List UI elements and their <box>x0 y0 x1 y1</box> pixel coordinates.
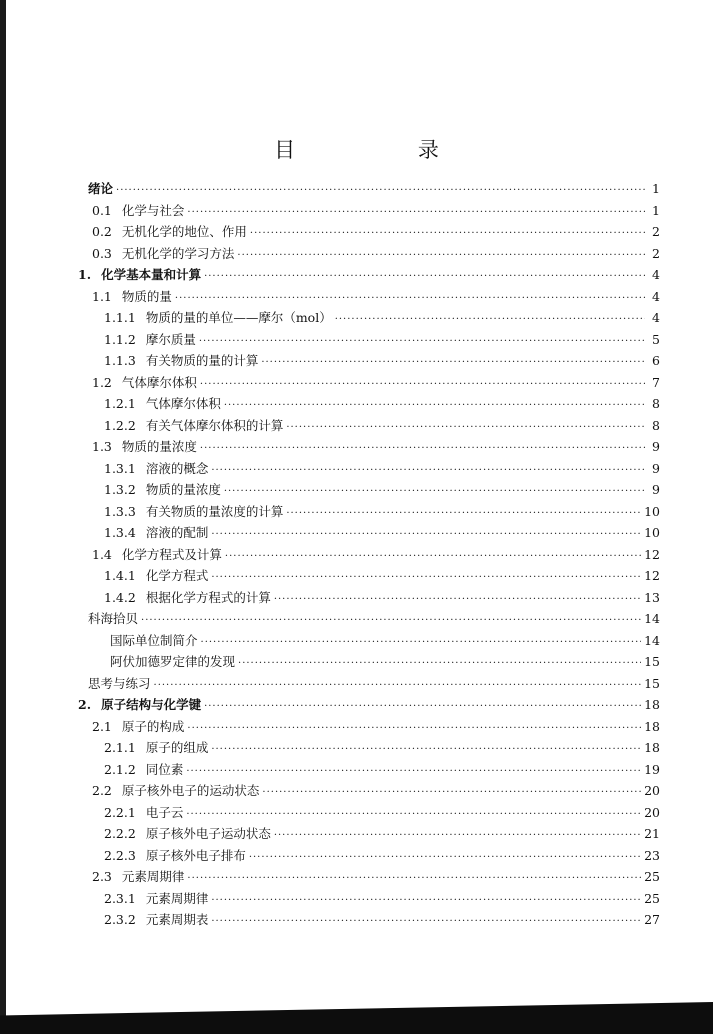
toc-entry-label: 物质的量 <box>121 288 172 304</box>
page-title: 目 录 <box>274 138 497 162</box>
toc-entry-number: 1.3.3 <box>104 503 136 519</box>
scan-bottom-edge <box>0 1002 713 1034</box>
toc-entry <box>78 866 660 888</box>
toc-entry-number: 1.4 <box>92 546 112 562</box>
toc-entry-page: 18 <box>644 718 660 734</box>
toc-entry-label: 同位素 <box>145 761 184 777</box>
toc-entry-page: 15 <box>644 675 660 691</box>
toc-entry-page: 8 <box>652 396 660 411</box>
toc-entry <box>78 802 660 824</box>
toc-entry <box>78 544 660 566</box>
toc-entry-page: 10 <box>644 503 660 519</box>
toc-entry-page: 12 <box>644 546 660 562</box>
toc-entry-page: 9 <box>652 439 660 454</box>
toc-entry-label: 思考与练习 <box>88 675 151 691</box>
toc-entry <box>78 372 660 394</box>
toc-entry-number: 2.2.3 <box>104 847 136 863</box>
toc-entry <box>78 501 660 523</box>
toc-entry <box>78 436 660 458</box>
toc-entry <box>78 286 660 308</box>
toc-entry <box>78 608 660 630</box>
toc-entry-page: 9 <box>652 460 660 476</box>
toc-entry-label: 气体摩尔体积 <box>121 374 197 390</box>
toc-entry-page: 14 <box>644 632 660 648</box>
toc-entry-page: 20 <box>644 804 660 820</box>
toc-entry-number: 1.3 <box>92 439 112 454</box>
toc-entry <box>78 307 660 329</box>
toc-entry-number: 1.3.4 <box>104 525 136 540</box>
toc-entry-label: 原子核外电子运动状态 <box>145 826 271 841</box>
toc-entry-page: 25 <box>644 869 660 884</box>
toc-entry-page: 1 <box>652 181 660 196</box>
toc-entry-label: 物质的量浓度 <box>145 482 221 497</box>
toc-entry-number: 1.1.3 <box>104 353 136 368</box>
toc-entry-page: 7 <box>652 374 660 390</box>
toc-entry-label: 绪论 <box>88 181 114 196</box>
toc-leader-dots <box>211 911 641 933</box>
toc-entry-number: 2.1.2 <box>104 761 136 777</box>
toc-entry-page: 8 <box>652 417 660 433</box>
toc-entry-page: 18 <box>644 697 660 712</box>
toc-entry-number: 1.2 <box>92 374 112 390</box>
toc-entry-page: 5 <box>652 331 660 347</box>
toc-entry-number: 1.1 <box>92 288 112 304</box>
toc-entry-page: 14 <box>644 611 660 626</box>
toc-entry <box>78 587 660 609</box>
toc-entry <box>78 909 660 931</box>
toc-entry-page: 21 <box>644 826 660 841</box>
toc-entry <box>78 823 660 845</box>
toc-entry <box>78 888 660 910</box>
toc-entry-page: 2 <box>652 224 660 239</box>
toc-entry-page: 9 <box>652 482 660 497</box>
toc-entry-page: 20 <box>644 783 660 798</box>
toc-entry-label: 化学方程式及计算 <box>121 546 222 562</box>
toc-entry <box>78 759 660 781</box>
toc-entry-page: 27 <box>644 912 660 927</box>
toc-entry-label: 根据化学方程式的计算 <box>145 589 271 605</box>
toc-entry-label: 阿伏加德罗定律的发现 <box>110 654 236 669</box>
toc-entry <box>78 673 660 695</box>
toc-entry-number: 2.3.1 <box>104 890 136 906</box>
toc-entry-number: 2.2.1 <box>104 804 136 820</box>
toc-entry-number: 1.2.2 <box>104 417 136 433</box>
toc-entry-label: 摩尔质量 <box>145 331 196 347</box>
toc-entry-label: 元素周期律 <box>121 869 185 884</box>
toc-entry <box>78 415 660 437</box>
toc-entry-number: 1.4.2 <box>104 589 136 605</box>
toc-entry-label: 有关气体摩尔体积的计算 <box>145 417 284 433</box>
toc-entry <box>78 350 660 372</box>
toc-entry-number: 2.1.1 <box>104 740 136 755</box>
toc-entry-page: 4 <box>652 288 660 304</box>
toc-entry <box>78 737 660 759</box>
toc-entry-page: 15 <box>644 654 660 669</box>
toc-entry-number: 1.3.2 <box>104 482 136 497</box>
toc-entry-page: 12 <box>644 568 660 583</box>
toc-entry-number: 0.1 <box>92 202 112 218</box>
toc-entry-label: 科海拾贝 <box>88 611 139 626</box>
toc-entry-page: 18 <box>644 740 660 755</box>
toc-entry <box>78 522 660 544</box>
toc-entry-number: 2.1 <box>92 718 112 734</box>
toc-entry-label: 国际单位制简介 <box>110 632 198 648</box>
toc-entry <box>78 845 660 867</box>
toc-entry <box>78 651 660 673</box>
toc-entry-label: 元素周期律 <box>145 890 209 906</box>
toc-entry <box>78 565 660 587</box>
toc-entry <box>78 264 660 286</box>
toc-entry-label: 化学基本量和计算 <box>101 267 202 282</box>
toc-entry-number: 1.4.1 <box>104 568 136 583</box>
toc-entry-label: 原子的构成 <box>121 718 185 734</box>
toc-entry-label: 化学方程式 <box>145 568 209 583</box>
toc-entry-label: 原子的组成 <box>145 740 209 755</box>
toc-entry-page: 23 <box>644 847 660 863</box>
toc-entry-page: 19 <box>644 761 660 777</box>
toc-entry-number: 0.2 <box>92 224 112 239</box>
toc-entry <box>78 458 660 480</box>
toc-entry-label: 有关物质的量浓度的计算 <box>145 503 284 519</box>
toc-entry-label: 物质的量浓度 <box>121 439 197 454</box>
toc-entry-page: 10 <box>644 525 660 540</box>
toc-entry <box>78 716 660 738</box>
toc-entry-label: 溶液的配制 <box>145 525 209 540</box>
toc-entry-label: 电子云 <box>145 804 184 820</box>
toc-entry-label: 无机化学的地位、作用 <box>121 224 247 239</box>
toc-entry-number: 2.3.2 <box>104 912 136 927</box>
toc-entry <box>78 178 660 200</box>
toc-entry <box>78 393 660 415</box>
toc-entry <box>78 694 660 716</box>
toc-entry-number: 1.3.1 <box>104 460 136 476</box>
toc-entry-number: 2.2.2 <box>104 826 136 841</box>
toc-entry-number: 1.1.1 <box>104 310 136 325</box>
toc-entry-label: 原子结构与化学键 <box>101 697 202 712</box>
toc-entry-number: 2.2 <box>92 783 112 798</box>
toc-entry-label: 有关物质的量的计算 <box>145 353 259 368</box>
toc-entry-number: 1.1.2 <box>104 331 136 347</box>
toc-entry-page: 13 <box>644 589 660 605</box>
toc-entry <box>78 221 660 243</box>
toc-entry-label: 元素周期表 <box>145 912 209 927</box>
toc-entry <box>78 479 660 501</box>
toc-entry-number: 1.2.1 <box>104 396 136 411</box>
toc-entry-number: 0.3 <box>92 245 112 261</box>
toc-entry-number: 2. <box>78 697 92 712</box>
toc-entry-label: 气体摩尔体积 <box>145 396 221 411</box>
toc-entry-label: 原子核外电子排布 <box>145 847 246 863</box>
toc-entry-page: 2 <box>652 245 660 261</box>
toc-entry-label: 无机化学的学习方法 <box>121 245 235 261</box>
toc-entry-number: 1. <box>78 267 92 282</box>
toc-entry-label: 原子核外电子的运动状态 <box>121 783 260 798</box>
toc-entry-page: 4 <box>652 267 660 282</box>
toc-entry-label: 化学与社会 <box>121 202 185 218</box>
toc-entry <box>78 329 660 351</box>
toc-entry-label: 物质的量的单位——摩尔（mol） <box>145 310 332 325</box>
toc-entry-number: 2.3 <box>92 869 112 884</box>
toc-entry <box>78 200 660 222</box>
toc-entry-page: 25 <box>644 890 660 906</box>
toc-entry-page: 6 <box>652 353 660 368</box>
toc-entry <box>78 630 660 652</box>
toc-entry <box>78 243 660 265</box>
toc-entry-page: 4 <box>652 310 660 325</box>
toc-entry <box>78 780 660 802</box>
toc-entry-label: 溶液的概念 <box>145 460 209 476</box>
toc-entry-page: 1 <box>652 202 660 218</box>
